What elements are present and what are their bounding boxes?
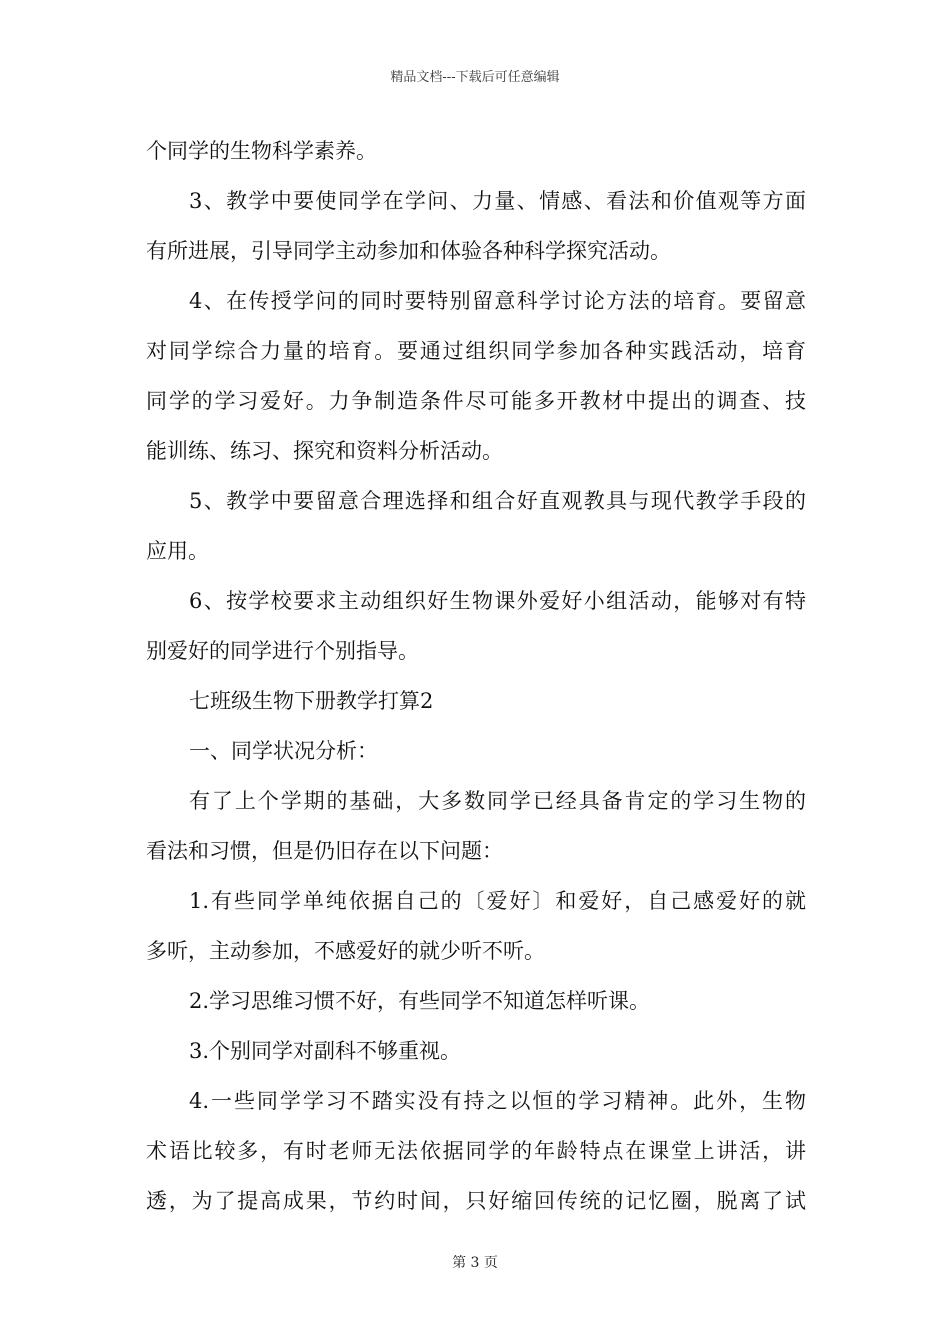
body-line: 个同学的生物科学素养。 [146,139,377,163]
body-line: 有所进展，引导同学主动参加和体验各种科学探究活动。 [146,239,671,263]
list-item-line: 1.有些同学单纯依据自己的〔爱好〕和爱好，自己感爱好的就 [189,889,806,913]
body-line: 能训练、练习、探究和资料分析活动。 [146,439,503,463]
page-header: 精品文档---下载后可任意编辑 [390,70,560,85]
section-title: 七班级生物下册教学打算2 [189,689,434,713]
body-line: 别爱好的同学进行个别指导。 [146,639,419,663]
section-heading: 一、同学状况分析： [189,739,378,763]
body-line: 术语比较多，有时老师无法依据同学的年龄特点在课堂上讲活，讲 [146,1139,806,1163]
page-number: 第 3 页 [452,1255,498,1271]
list-item-line: 4.一些同学学习不踏实没有持之以恒的学习精神。此外，生物 [189,1089,806,1113]
list-item-line: 多听，主动参加，不感爱好的就少听不听。 [146,939,545,963]
list-item-line: 3.个别同学对副科不够重视。 [189,1039,462,1063]
list-item-line: 2.学习思维习惯不好，有些同学不知道怎样听课。 [189,989,651,1013]
body-line: 透，为了提高成果，节约时间，只好缩回传统的记忆圈，脱离了试 [146,1189,806,1213]
body-line: 同学的学习爱好。力争制造条件尽可能多开教材中提出的调查、技 [146,389,806,413]
body-line: 对同学综合力量的培育。要通过组织同学参加各种实践活动，培育 [146,339,806,363]
body-line: 5、教学中要留意合理选择和组合好直观教具与现代教学手段的 [189,489,806,513]
body-line: 6、按学校要求主动组织好生物课外爱好小组活动，能够对有特 [189,589,806,613]
body-line: 3、教学中要使同学在学问、力量、情感、看法和价值观等方面 [189,189,806,213]
body-line: 有了上个学期的基础，大多数同学已经具备肯定的学习生物的 [189,789,806,813]
body-line: 应用。 [146,539,209,563]
body-line: 看法和习惯，但是仍旧存在以下问题： [146,839,503,863]
body-line: 4、在传授学问的同时要特别留意科学讨论方法的培育。要留意 [189,289,806,313]
